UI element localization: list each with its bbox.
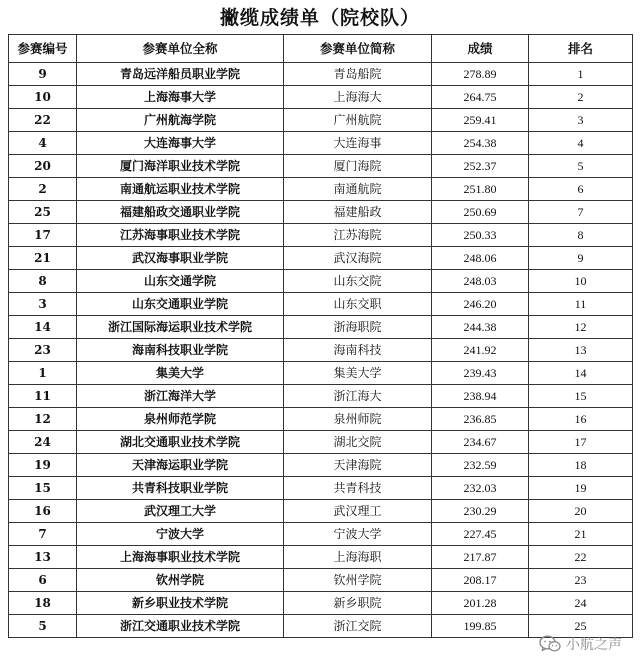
full-name-cell: 江苏海事职业技术学院 [77,224,284,247]
rank-cell: 1 [529,63,633,86]
score-cell: 238.94 [432,385,529,408]
page-title: 撇缆成绩单（院校队） [219,7,420,29]
short-name-cell: 青岛船院 [284,63,432,86]
table-row [9,155,633,178]
watermark [539,634,622,654]
rank-cell: 5 [529,155,633,178]
score-cell: 248.03 [432,270,529,293]
entry-number-cell: 18 [9,592,77,615]
short-name-cell: 天津海院 [284,454,432,477]
rank-cell: 23 [529,569,633,592]
rank-cell: 20 [529,500,633,523]
full-name-cell: 大连海事大学 [77,132,284,155]
score-cell: 248.06 [432,247,529,270]
table-row [9,247,633,270]
full-name-cell: 泉州师范学院 [77,408,284,431]
short-name-cell: 新乡职院 [284,592,432,615]
rank-cell: 19 [529,477,633,500]
entry-number-cell: 7 [9,523,77,546]
rank-cell: 2 [529,86,633,109]
entry-number-cell: 12 [9,408,77,431]
short-name-cell: 武汉海院 [284,247,432,270]
full-name-cell: 共青科技职业学院 [77,477,284,500]
table-row [9,270,633,293]
short-name-cell: 泉州师院 [284,408,432,431]
entry-number-cell: 10 [9,86,77,109]
entry-number-cell: 15 [9,477,77,500]
table-row [9,454,633,477]
header-score: 成绩 [432,35,529,63]
entry-number-cell: 3 [9,293,77,316]
short-name-cell: 江苏海院 [284,224,432,247]
short-name-cell: 山东交院 [284,270,432,293]
short-name-cell: 上海海职 [284,546,432,569]
header-rank: 排名 [529,35,633,63]
score-cell: 254.38 [432,132,529,155]
score-cell: 278.89 [432,63,529,86]
short-name-cell: 宁波大学 [284,523,432,546]
table-row [9,408,633,431]
short-name-cell: 大连海事 [284,132,432,155]
score-cell: 199.85 [432,615,529,638]
wechat-icon [539,635,561,653]
short-name-cell: 共青科技 [284,477,432,500]
entry-number-cell: 4 [9,132,77,155]
score-cell: 217.87 [432,546,529,569]
full-name-cell: 武汉海事职业学院 [77,247,284,270]
score-cell: 227.45 [432,523,529,546]
table-header-row [9,35,633,63]
score-cell: 244.38 [432,316,529,339]
entry-number-cell: 6 [9,569,77,592]
score-cell: 232.59 [432,454,529,477]
full-name-cell: 广州航海学院 [77,109,284,132]
table-row [9,362,633,385]
entry-number-cell: 21 [9,247,77,270]
rank-cell: 15 [529,385,633,408]
short-name-cell: 山东交职 [284,293,432,316]
score-cell: 208.17 [432,569,529,592]
score-cell: 250.69 [432,201,529,224]
entry-number-cell: 8 [9,270,77,293]
full-name-cell: 福建船政交通职业学院 [77,201,284,224]
rank-cell: 9 [529,247,633,270]
entry-number-cell: 20 [9,155,77,178]
rank-cell: 7 [529,201,633,224]
short-name-cell: 浙江交院 [284,615,432,638]
results-table [8,34,633,638]
table-row [9,546,633,569]
rank-cell: 10 [529,270,633,293]
table-row [9,293,633,316]
short-name-cell: 上海海大 [284,86,432,109]
entry-number-cell: 25 [9,201,77,224]
short-name-cell: 武汉理工 [284,500,432,523]
table-row [9,224,633,247]
score-cell: 251.80 [432,178,529,201]
header-short-name: 参赛单位简称 [284,35,432,63]
rank-cell: 16 [529,408,633,431]
full-name-cell: 山东交通职业学院 [77,293,284,316]
table-row [9,109,633,132]
full-name-cell: 浙江海洋大学 [77,385,284,408]
score-cell: 234.67 [432,431,529,454]
entry-number-cell: 1 [9,362,77,385]
table-row [9,431,633,454]
entry-number-cell: 17 [9,224,77,247]
rank-cell: 14 [529,362,633,385]
full-name-cell: 浙江交通职业技术学院 [77,615,284,638]
entry-number-cell: 23 [9,339,77,362]
rank-cell: 17 [529,431,633,454]
entry-number-cell: 11 [9,385,77,408]
score-cell: 230.29 [432,500,529,523]
score-cell: 241.92 [432,339,529,362]
score-cell: 250.33 [432,224,529,247]
entry-number-cell: 24 [9,431,77,454]
entry-number-cell: 13 [9,546,77,569]
rank-cell: 25 [529,615,633,638]
rank-cell: 21 [529,523,633,546]
header-entry-number: 参赛编号 [9,35,77,63]
full-name-cell: 湖北交通职业技术学院 [77,431,284,454]
rank-cell: 8 [529,224,633,247]
full-name-cell: 山东交通学院 [77,270,284,293]
rank-cell: 4 [529,132,633,155]
short-name-cell: 集美大学 [284,362,432,385]
entry-number-cell: 2 [9,178,77,201]
table-row [9,500,633,523]
score-cell: 239.43 [432,362,529,385]
short-name-cell: 湖北交院 [284,431,432,454]
score-cell: 264.75 [432,86,529,109]
full-name-cell: 青岛远洋船员职业学院 [77,63,284,86]
full-name-cell: 天津海运职业学院 [77,454,284,477]
score-cell: 201.28 [432,592,529,615]
short-name-cell: 海南科技 [284,339,432,362]
short-name-cell: 钦州学院 [284,569,432,592]
rank-cell: 22 [529,546,633,569]
score-cell: 236.85 [432,408,529,431]
entry-number-cell: 5 [9,615,77,638]
table-body [9,63,633,638]
watermark-text: 小航之声 [566,637,622,653]
full-name-cell: 海南科技职业学院 [77,339,284,362]
full-name-cell: 武汉理工大学 [77,500,284,523]
rank-cell: 12 [529,316,633,339]
rank-cell: 18 [529,454,633,477]
short-name-cell: 厦门海院 [284,155,432,178]
entry-number-cell: 19 [9,454,77,477]
table-row [9,132,633,155]
full-name-cell: 上海海事职业技术学院 [77,546,284,569]
rank-cell: 6 [529,178,633,201]
table-row [9,316,633,339]
score-cell: 252.37 [432,155,529,178]
entry-number-cell: 14 [9,316,77,339]
full-name-cell: 集美大学 [77,362,284,385]
table-row [9,86,633,109]
short-name-cell: 南通航院 [284,178,432,201]
entry-number-cell: 16 [9,500,77,523]
short-name-cell: 浙江海大 [284,385,432,408]
entry-number-cell: 9 [9,63,77,86]
header-full-name: 参赛单位全称 [77,35,284,63]
table-row [9,477,633,500]
table-row [9,569,633,592]
table-row [9,178,633,201]
short-name-cell: 福建船政 [284,201,432,224]
table-row [9,523,633,546]
score-cell: 232.03 [432,477,529,500]
table-row [9,63,633,86]
full-name-cell: 厦门海洋职业技术学院 [77,155,284,178]
short-name-cell: 广州航院 [284,109,432,132]
table-row [9,201,633,224]
score-cell: 246.20 [432,293,529,316]
table-row [9,592,633,615]
entry-number-cell: 22 [9,109,77,132]
full-name-cell: 新乡职业技术学院 [77,592,284,615]
table-row [9,385,633,408]
rank-cell: 11 [529,293,633,316]
full-name-cell: 上海海事大学 [77,86,284,109]
short-name-cell: 浙海职院 [284,316,432,339]
rank-cell: 24 [529,592,633,615]
table-row [9,339,633,362]
full-name-cell: 钦州学院 [77,569,284,592]
full-name-cell: 浙江国际海运职业技术学院 [77,316,284,339]
rank-cell: 13 [529,339,633,362]
score-cell: 259.41 [432,109,529,132]
full-name-cell: 宁波大学 [77,523,284,546]
rank-cell: 3 [529,109,633,132]
full-name-cell: 南通航运职业技术学院 [77,178,284,201]
